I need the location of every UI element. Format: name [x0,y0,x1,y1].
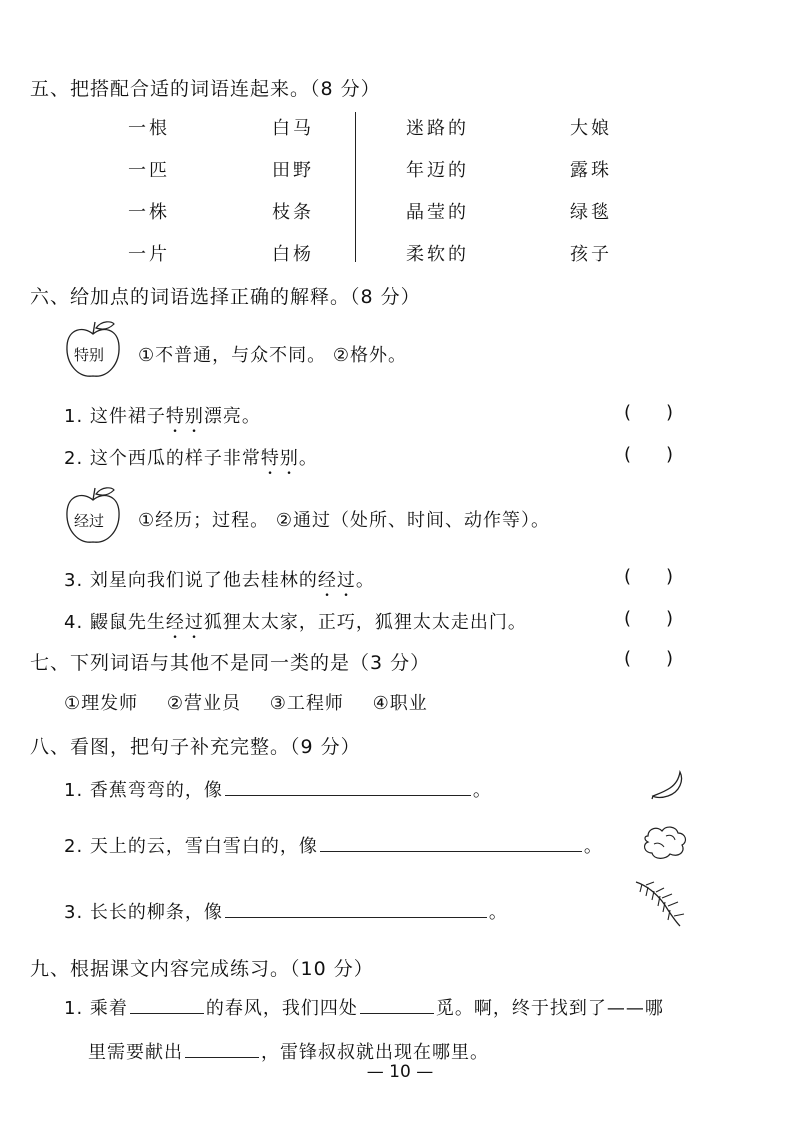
section6-title: 六、给加点的词语选择正确的解释。（8 分） [30,286,421,308]
definition-2: ①经历；过程。 ②通过（处所、时间、动作等）。 [138,510,550,531]
match-left-a-1[interactable]: 一根 [128,118,170,139]
section8-title: 八、看图，把句子补充完整。（9 分） [30,736,361,758]
question-6-4: 4. 鼹鼠先生经过狐狸太太家，正巧，狐狸太太走出门。 [64,612,527,633]
answer-paren-7[interactable]: ( ) [624,648,674,669]
apple-word-2: 经过 [74,512,105,530]
match-left-a-4[interactable]: 一片 [128,244,170,265]
banana-icon [650,770,690,804]
question-6-3: 3. 刘星向我们说了他去桂林的经过。 [64,570,375,591]
match-left-b-2[interactable]: 田野 [272,160,314,181]
question-6-2: 2. 这个西瓜的样子非常特别。 [64,448,318,469]
answer-blank-9-3[interactable] [185,1039,259,1058]
cloud-icon [640,822,690,862]
question-6-1: 1. 这件裙子特别漂亮。 [64,406,261,427]
match-right-b-1[interactable]: 大娘 [570,118,612,139]
answer-paren-6-4[interactable]: ( ) [624,608,674,629]
section7-title: 七、下列词语与其他不是同一类的是（3 分） [30,652,431,674]
apple-word-card-1 [62,318,124,382]
match-left-a-2[interactable]: 一匹 [128,160,170,181]
match-right-b-2[interactable]: 露珠 [570,160,612,181]
section7-options: ①理发师 ②营业员 ③工程师 ④职业 [64,693,428,714]
match-right-a-1[interactable]: 迷路的 [406,118,469,139]
match-left-b-4[interactable]: 白杨 [272,244,314,265]
match-left-b-3[interactable]: 枝条 [272,202,314,223]
match-left-a-3[interactable]: 一株 [128,202,170,223]
question-9-1-line2: 里需要献出 ，雷锋叔叔就出现在哪里。 [88,1038,489,1064]
match-left-b-1[interactable]: 白马 [272,118,314,139]
apple-word-1: 特别 [74,346,105,364]
question-8-2: 2. 天上的云，雪白雪白的，像 。 [64,832,603,858]
question-9-1-line1: 1. 乘着 的春风，我们四处 觅。啊，终于找到了——哪 [64,994,664,1020]
match-right-b-4[interactable]: 孩子 [570,244,612,265]
answer-paren-6-3[interactable]: ( ) [624,566,674,587]
definition-1: ①不普通，与众不同。 ②格外。 [138,345,407,366]
match-right-a-2[interactable]: 年迈的 [406,160,469,181]
match-right-a-4[interactable]: 柔软的 [406,244,469,265]
answer-blank-8-2[interactable] [320,833,582,852]
answer-blank-8-1[interactable] [225,777,471,796]
apple-word-card-2 [62,484,124,548]
answer-blank-9-1[interactable] [130,995,204,1014]
question-8-1: 1. 香蕉弯弯的，像 。 [64,776,492,802]
page-number: — 10 — [366,1062,434,1082]
match-right-a-3[interactable]: 晶莹的 [406,202,469,223]
answer-blank-9-2[interactable] [360,995,434,1014]
willow-branch-icon [632,876,688,928]
answer-paren-6-2[interactable]: ( ) [624,444,674,465]
match-right-b-3[interactable]: 绿毯 [570,202,612,223]
question-8-3: 3. 长长的柳条，像 。 [64,898,508,924]
answer-paren-6-1[interactable]: ( ) [624,402,674,423]
matching-divider [355,112,356,262]
answer-blank-8-3[interactable] [225,899,487,918]
section9-title: 九、根据课文内容完成练习。（10 分） [30,958,374,980]
section5-title: 五、把搭配合适的词语连起来。（8 分） [30,78,381,100]
